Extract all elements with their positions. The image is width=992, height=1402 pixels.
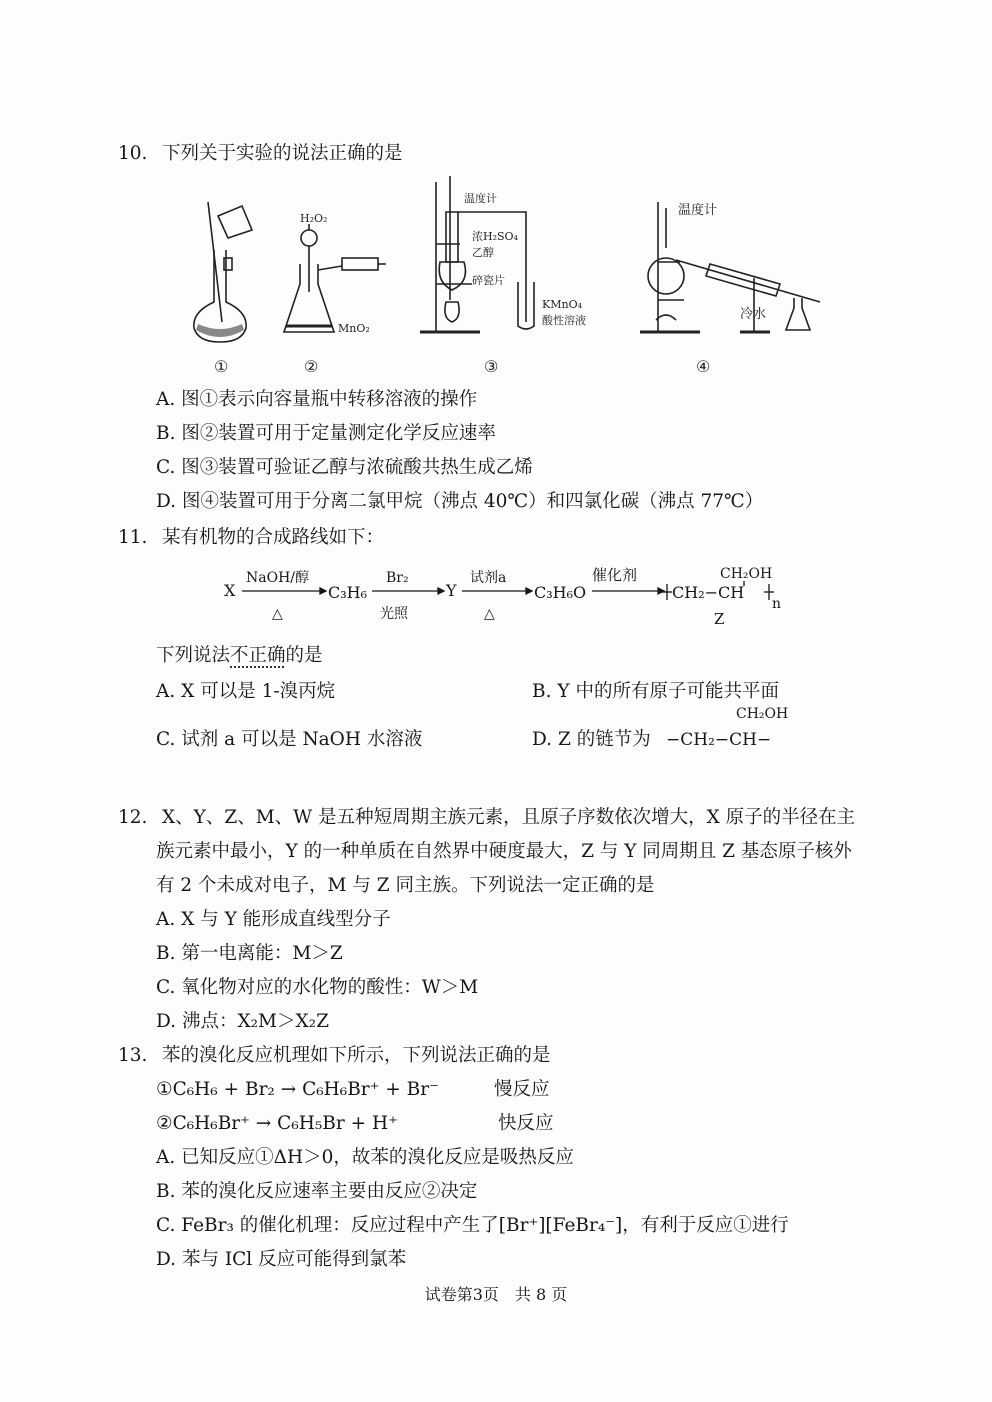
fig4-condenser-setup: [640, 202, 820, 332]
link-sidegroup: CH₂OH: [736, 706, 789, 722]
q12-stem-line1: 12. X、Y、Z、M、W 是五种短周期主族元素，且原子序数依次增大，X 原子的半径在主: [118, 807, 856, 828]
q13-option-c: C. FeBr₃ 的催化机理：反应过程中产生了[Br⁺][FeBr₄⁻]，有利于反应①进行: [156, 1215, 789, 1236]
q12-option-d: D. 沸点：X₂M＞X₂Z: [156, 1011, 329, 1032]
fig-label-ethanol: 乙醇: [472, 246, 494, 259]
q13-stem: 13. 苯的溴化反应机理如下所示，下列说法正确的是: [118, 1045, 551, 1066]
q10-option-a: A. 图①表示向容量瓶中转移溶液的操作: [156, 389, 478, 410]
fig-num-1: ①: [214, 357, 229, 376]
q13-reaction-2-rate: 快反应: [498, 1113, 554, 1134]
q11-stem: 11. 某有机物的合成路线如下：: [118, 527, 385, 548]
q11-substem: 下列说法不正确的是: [156, 645, 323, 666]
fig-label-h2o2: H₂O₂: [300, 212, 328, 225]
fig-num-2: ②: [304, 357, 319, 376]
q10-option-b: B. 图②装置可用于定量测定化学反应速率: [156, 423, 496, 444]
route-cond4-top: 催化剂: [592, 566, 638, 584]
q12-stem-line3: 有 2 个未成对电子，M 与 Z 同主族。下列说法一定正确的是: [156, 875, 655, 896]
q11-synthesis-route: [220, 560, 800, 632]
route-cond1-bot: △: [272, 606, 283, 622]
fig2-conical-flask: [284, 224, 386, 332]
q13-reaction-2: ②C₆H₆Br⁺ → C₆H₅Br + H⁺: [156, 1113, 398, 1134]
route-y: Y: [446, 581, 457, 600]
fig-label-kmno4: KMnO₄: [542, 298, 582, 311]
q13-reaction-1: ①C₆H₆ + Br₂ → C₆H₆Br⁺ + Br⁻: [156, 1079, 439, 1100]
page-footer: 试卷第3页 共 8 页: [424, 1285, 568, 1304]
q12-option-b: B. 第一电离能：M＞Z: [156, 943, 343, 964]
poly-n: n: [772, 596, 782, 612]
q13-reaction-1-rate: 慢反应: [494, 1079, 550, 1100]
fig-label-h2so4: 浓H₂SO₄: [472, 230, 518, 243]
q12-option-c: C. 氧化物对应的水化物的酸性：W＞M: [156, 977, 479, 998]
poly-backbone: CH₂−CH: [672, 583, 745, 602]
fig-label-porcelain: 碎瓷片: [472, 274, 505, 287]
fig-num-3: ③: [484, 357, 499, 376]
fig-label-acidic: 酸性溶液: [542, 314, 586, 327]
route-cond2-bot: 光照: [380, 606, 408, 622]
link-backbone: −CH₂−CH−: [666, 730, 772, 750]
q13-option-a: A. 已知反应①ΔH＞0，故苯的溴化反应是吸热反应: [156, 1147, 574, 1168]
q12-option-a: A. X 与 Y 能形成直线型分子: [156, 909, 391, 930]
q10-apparatus-figure: [180, 172, 840, 382]
fig-label-thermometer3: 温度计: [464, 192, 497, 205]
route-cond1-top: NaOH/醇: [246, 570, 309, 586]
fig-label-thermometer4: 温度计: [678, 203, 718, 218]
q10-option-d: D. 图④装置可用于分离二氯甲烷（沸点 40℃）和四氯化碳（沸点 77℃）: [156, 491, 764, 512]
fig-label-coldwater: 冷水: [740, 307, 767, 322]
poly-sidegroup: CH₂OH: [720, 566, 773, 582]
route-cond3-top: 试剂a: [470, 570, 507, 586]
q11-option-d: D. Z 的链节为: [532, 729, 651, 750]
q13-option-b: B. 苯的溴化反应速率主要由反应②决定: [156, 1181, 478, 1202]
q13-option-d: D. 苯与 ICl 反应可能得到氯苯: [156, 1249, 407, 1270]
q12-stem-line2: 族元素中最小，Y 的一种单质在自然界中硬度最大，Z 与 Y 同周期且 Z 基态原子核外: [156, 841, 852, 862]
route-cond2-top: Br₂: [386, 570, 409, 586]
route-x: X: [224, 581, 236, 600]
q10-option-c: C. 图③装置可验证乙醇与浓硫酸共热生成乙烯: [156, 457, 533, 478]
route-c3h6: C₃H₆: [328, 583, 368, 602]
emphasis-not-correct: 不正确: [230, 645, 286, 666]
q11-option-c: C. 试剂 a 可以是 NaOH 水溶液: [156, 729, 423, 750]
fig1-volumetric-flask: [194, 202, 252, 342]
q11-option-a: A. X 可以是 1-溴丙烷: [156, 681, 336, 702]
fig-num-4: ④: [696, 357, 711, 376]
route-z: Z: [714, 610, 725, 628]
route-cond3-bot: △: [484, 606, 495, 622]
q10-stem: 10. 下列关于实验的说法正确的是: [118, 143, 403, 164]
fig-label-mno2: MnO₂: [338, 322, 370, 335]
route-c3h6o: C₃H₆O: [534, 583, 587, 602]
q11-option-b: B. Y 中的所有原子可能共平面: [532, 681, 779, 702]
